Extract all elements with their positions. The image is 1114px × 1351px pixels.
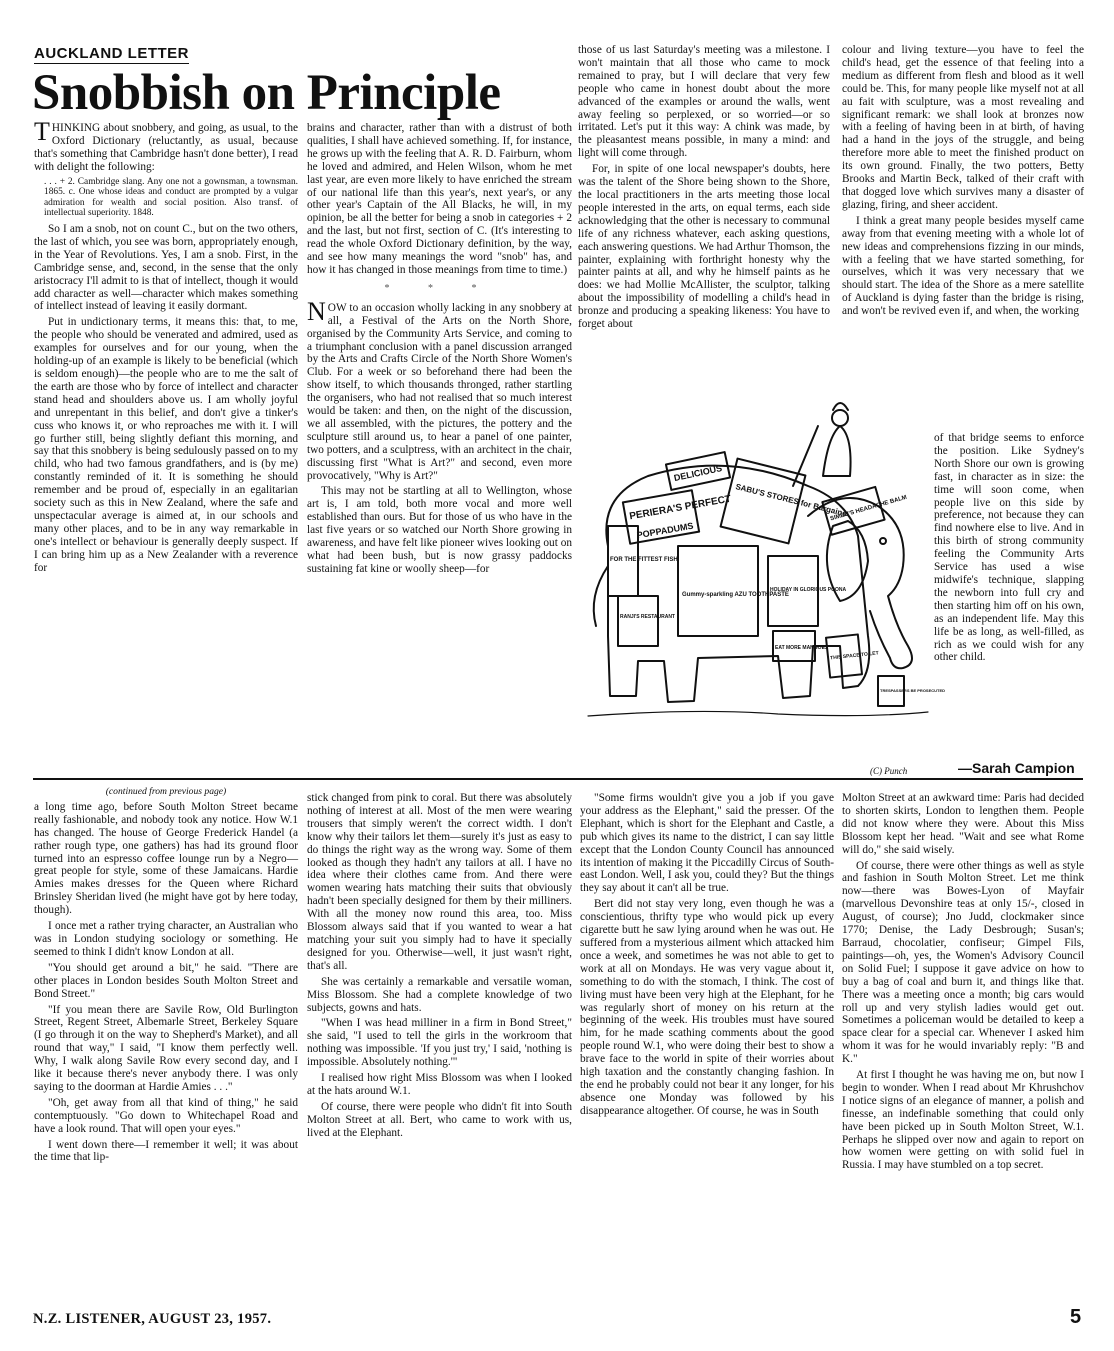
continued-column-1: [34, 786, 298, 1298]
paragraph: I think a great many people besides myself came away from that evening meeting with a whole lot of new ideas and comprehensions fizzing in our minds, with a feeling that we have started something, for ourselves, which it was very necessary that we should start. The idea of the Shore as a mere satellite of Auckland is dying faster than the bridge is rising, and won't be revived even if, and when, the working: [842, 214, 1084, 318]
paragraph: At first I thought he was having me on, but now I begin to wonder. When I read about Mr Khrushchov I notice signs of an elegance of manner, a polish and finesse, an indefinable something that could only have been picked up in South Molton Street, W.1. Perhaps he slipped over now and again to report on how women were getting on with solid fuel in Russia. I may have stumbled on a top secret.: [842, 1069, 1084, 1172]
section-kicker: AUCKLAND LETTER: [34, 45, 189, 62]
dictionary-quote: . . . + 2. Cambridge slang. Any one not a gownsman, a townsman. 1865. c. One whose ideas and conduct are prompted by a vulgar admiration for wealth and social position. Also transf. of intellectual superiority. 1848.: [44, 176, 298, 219]
article-column-1: [34, 117, 298, 777]
poster-text: HOLIDAY IN GLORIOUS POONA: [770, 587, 847, 593]
elephant-cartoon: [578, 396, 946, 766]
poster-text: SABU'S STORES for Bargains: [734, 482, 848, 519]
continued-column-4: [842, 792, 1084, 1298]
paragraph: She was certainly a remarkable and versatile woman, Miss Blossom. She had a complete knowledge of two subjects, gowns and hats.: [307, 975, 572, 1014]
cartoon-credit: (C) Punch: [870, 766, 908, 776]
poster-text: POPPADUMS: [635, 520, 695, 541]
paragraph: Molton Street at an awkward time: Paris had decided to shorten skirts, London to lengthen them. People did not know where they were. About this Miss Blossom kept her head. "Wait and see what Rome will do," she said wisely.: [842, 792, 1084, 856]
article-column-3: [578, 44, 830, 436]
poster-text: FOR THE FITTEST FISH: [610, 557, 678, 563]
paragraph: "Some firms wouldn't give you a job if you gave your address as the Elephant," said the presser. Of the Elephant, which is short for the Elephant and Castle, a pub which gives its name to the district, I can say little except that the London County Council has announced its intention of making it the Piccadilly Circus of South-east London. Well, I ask you, could they? But the things they say about it can't all be true.: [580, 792, 834, 895]
paragraph: So I am a snob, not on count C., but on the two others, the last of which, you see was born, appropriately enough, in the Year of Revolutions. Yes, I am a snob. First, in the Cambridge sense, and, second, in the sense that the only aristocracy I'll admit to is that of intellect, though it would add character as well—character which makes something of intellect instead of leaving it easily dormant.: [34, 223, 298, 313]
poster-text: Gummy-sparkling AZU TOOTHPASTE: [682, 592, 789, 598]
paragraph: [307, 296, 572, 483]
elephant-head: [808, 498, 912, 668]
section-break: * * *: [384, 282, 495, 294]
rider-figure: [823, 426, 851, 476]
paragraph: colour and living texture—you have to feel the child's head, get the essence of that feeling into a medium as different from flesh and blood as it well could be. This, for many people like myself not at all au fait with sculpture, was a most revealing and significant remark: we shall look at bronzes now with a feeling of having been in at birth, of having had a hand in the joys of the struggle, and being therefore more able to meet the finished product on its own ground. Finally, the two potters, Betty Brooks and Martin Beck, talked of their craft with that dogged love which survives many a disaster of glazing, firing, and sheer accident.: [842, 44, 1084, 211]
continued-column-3: [580, 792, 834, 1298]
paragraph: [34, 117, 298, 174]
section-divider: [33, 778, 1083, 780]
poster-text: TRESPASSERS BE PROSECUTED: [880, 688, 946, 693]
poster-text: PERIERA'S PERFECT: [628, 493, 732, 523]
poster-text: THIS SPACE TO LET: [829, 650, 879, 662]
page-number: 5: [1070, 1306, 1082, 1328]
poster-text: DELICIOUS: [672, 463, 723, 484]
paragraph: "If you mean there are Savile Row, Old Burlington Street, Regent Street, Albemarle Street, Berkeley Square (I go through it on the way to Shepherd's Market), and all round that way," I said, "I know them perfectly well. Why, I walk along Savile Row every second day, and I like it because there's never anybody there. I was only saying to the doorman at Hardie Amies . . .": [34, 1003, 298, 1093]
drop-cap: N: [307, 296, 326, 326]
poster-text: EAT MORE MANGOES: [775, 645, 829, 651]
paragraph-text: HINKING about snobbery, and going, as usual, to the Oxford Dictionary (reluctantly, as usual, because that's something that Cambridge hasn't done better), I read with delight the following:: [34, 122, 298, 173]
poster-text: SIMBU'S HEADACHE BALM: [829, 494, 908, 523]
paragraph: "You should get around a bit," he said. "There are other places in London besides South Molton Street and Bond Street.": [34, 961, 298, 1000]
paragraph: I realised how right Miss Blossom was when I looked at the hats around W.1.: [307, 1072, 572, 1097]
article-column-4-continued: [934, 432, 1084, 760]
article-column-2: [307, 122, 572, 777]
paragraph: "When I was head milliner in a firm in Bond Street," she said, "I used to tell the girls in the workroom that nothing was impossible. 'If you just try,' I said, 'nothing is impossible. Absolutely nothing.'": [307, 1017, 572, 1069]
paragraph: Of course, there were other things as well as style and fashion in South Molton Street. Let me think now—there was Bowes-Lyon of Mayfair (marvellous Devonshire teas at only 15/-, closed in August, of course); Jno Judd, clockmaker since 1770; Denise, the Lady Desbrough; Susan's; Barraud, chocolatier, confiseur; Gimpel Fils, paintings—oh, yes, the Women's Advisory Council on Solid Fuel; I suppose it gave advice on how to buy a bag of coal and burn it, and things like that. There was a meeting once a month; big cars would roll up and very stylish ladies would get out. Sometimes a policeman would be detailed to keep a space clear for a special car. Whenever I asked him whom it was for he would invariably reply: "B and K.": [842, 859, 1084, 1066]
article-column-4: [842, 44, 1084, 432]
paragraph: Put in undictionary terms, it means this: that, to me, the people who should be venerated and admired, used as examples for ourselves and for our young, when the holding-up of an example is likely to be beneficial (which is seldom enough)—the people who are to me the salt of the earth are those who by force of intellect and character stand head and shoulders above us. I am wholly joyful and unrepentant in this belief, and don't give a tinker's cuss who knows it, or who reproaches me with it. I will go further still, being slightly defiant this morning, and say that this snobbery is being sedulously passed on to my child, who had two famous grandfathers, and is (by me) constantly reminded of it. It is something he should remember and be proud of, especially in an egalitarian society such as this in New Zealand, where the safe and unspectacular average is aimed at, in our schools and many other places, and to be in any way remarkable in one's intellect or behaviour is generally deeply suspect. If I can bring him up as a New Zealander with a reverence for: [34, 316, 298, 574]
paragraph: those of us last Saturday's meeting was a milestone. I won't maintain that all those who came to mock remained to pray, but I will declare that very few people who came in honest doubt about the more advanced of the examples or around the walls, went away feeling so perplexed, or so worried—or so irritated. Let's put it this way: A chink was made, by the pleasantest means possible, in many a mind: and light will come through.: [578, 44, 830, 160]
paragraph: Of course, there were people who didn't fit into South Molton Street at all. Bert, who came to work with us, lived at the Elephant.: [307, 1100, 572, 1139]
paragraph: "Oh, get away from all that kind of thing," he said contemptuously. "Go down to Whitechapel Road and have a look round. That will open your eyes.": [34, 1096, 298, 1135]
paragraph: I once met a rather trying character, an Australian who was in London studying sociology or something. He seemed to think I didn't know London at all.: [34, 920, 298, 958]
paragraph: brains and character, rather than with a distrust of both qualities, I shall have achieved something. If, for instance, he grows up with the feeling that A. R. D. Fairburn, whom he loved and admired, and Helen Wilson, whom he met last year, are even more likely to have enriched the stream of our national life than this year's, next year's, or any other year's Captain of the All Blacks, he will, in my opinion, be all the better for being a snob in categories + 2 and the last, but not first, section of C. (It's interesting to read the whole Oxford Dictionary definition, by the way, and see how many meanings the word "snob" has, and how it has changed in those meanings from time to time.): [307, 122, 572, 276]
paragraph: For, in spite of one local newspaper's doubts, here was the talent of the Shore being shown to the Shore, the local practitioners in the arts meeting those local people interested in the arts, on equal terms, each side acknowledging that the other is necessary to communal life of any richness whatever, each asking questions, each answering questions. We had Arthur Thomson, the painter, explaining with forthright honesty why the painter paints at all, and why he himself paints as he does: we had Mollie McAllister, the sculptor, talking about the impossibility of modelling a child's head in bronze and producing a speaking likeness: You have to forget about: [578, 163, 830, 331]
paragraph: Bert did not stay very long, even though he was a conscientious, thrifty type who would pick up every cigarette butt he saw lying around when he was out. He suffered from a mysterious ailment which attacked him once a week, and sometimes he was not able to get to work at all on Mondays. He was very vague about it, something to do with the stomach, I think. The cost of living must have been very high at the Elephant, for he was regularly short of money on his return at the beginning of the week. His troubles must have soured him, for he made scathing comments about the good people round W.1, who were doing their best to show a brave face to the world in spite of their worries about high taxation and the constantly changing fashion. In the end he probably could not bear it any longer, for his absence one Monday was followed by his disappearance altogether. Of course, he was in South: [580, 898, 834, 1117]
publication-footer: N.Z. LISTENER, AUGUST 23, 1957.: [33, 1311, 272, 1327]
paragraph: This may not be startling at all to Wellington, whose art is, I am told, both more vocal and more well established than ours. But for those of us who have in the last five years or so watched our North Shore growing in awareness, and have felt like pioneer wives looking out on what had been bush, but is now grassy paddocks sustaining fat kine or woolly sheep—for: [307, 485, 572, 575]
paragraph: a long time ago, before South Molton Street became really fashionable, and nobody took any notice. How W.1 has changed. The house of George Frederick Handel (a rather rough type, one gathers) has had its ground floor turned into an espresso coffee lounge run by a Negro—great people for style, some of these Jamaicans. Hardie Amies makes dresses for the Queen where Richard Brinsley Sheridan lived (he might have got by here today, though).: [34, 800, 298, 917]
headline: Snobbish on Principle: [32, 65, 501, 121]
continued-note: (continued from previous page): [105, 786, 227, 797]
poster-text: RANJI'S RESTAURANT: [620, 614, 675, 620]
author-signature: —Sarah Campion: [958, 760, 1075, 776]
paragraph: I went down there—I remember it well; it was about the time that lip-: [34, 1138, 298, 1164]
paragraph-text: OW to an occasion wholly lacking in any snobbery at all, a Festival of the Arts on the North Shore, organised by the Community Arts Service, and coming to a triumphant conclusion with a panel discussion arranged by the Arts and Crafts Circle of the North Shore Women's Club. For a week or so beforehand there had been the show itself, to which thousands thronged, rather startling the organisers, who had not realised that so much interest would be taken: and then, on the night of the discussion, we all assembled, with the pictures, the pottery and the sculpture still around us, to hear a panel of one painter, two potters, and a sculptress, with an architect in the chair, discussing first "What is Art?" and second, even more provocatively, "Why is Art?": [307, 301, 572, 482]
continued-column-2: [307, 792, 572, 1298]
paragraph: stick changed from pink to coral. But there was absolutely nothing of interest at all. Most of the men were wearing trousers that simply weren't the correct width. I don't know why their tailors let them—surely it's just as easy to do things the right way as the wrong way. Some of them looked as though they hadn't any tailors at all. I have no idea where their clothes came from. And there were women wearing hats matching their suits that obviously hadn't been specially designed for them by their milliners. With all the money now round this area, too. Miss Blossom always said that if you wanted to wear a hat matching your suit you simply had to have it specially designed for you. Otherwise—well, it just wasn't right, that's all.: [307, 792, 572, 972]
drop-cap: T: [34, 117, 50, 146]
paragraph: of that bridge seems to enforce the position. Like Sydney's North Shore our own is growing fast, in character as in size: the time will soon come, when people live on this side by preference, not because they can find nowhere else to live. And in this birth of strong community feeling the Community Arts Service has used a wise midwife's technique, slapping the newborn into full cry and then starting him off on his own, as an independent life. May this life be as long, as well-filled, as rich as we could wish for any other child.: [934, 432, 1084, 664]
